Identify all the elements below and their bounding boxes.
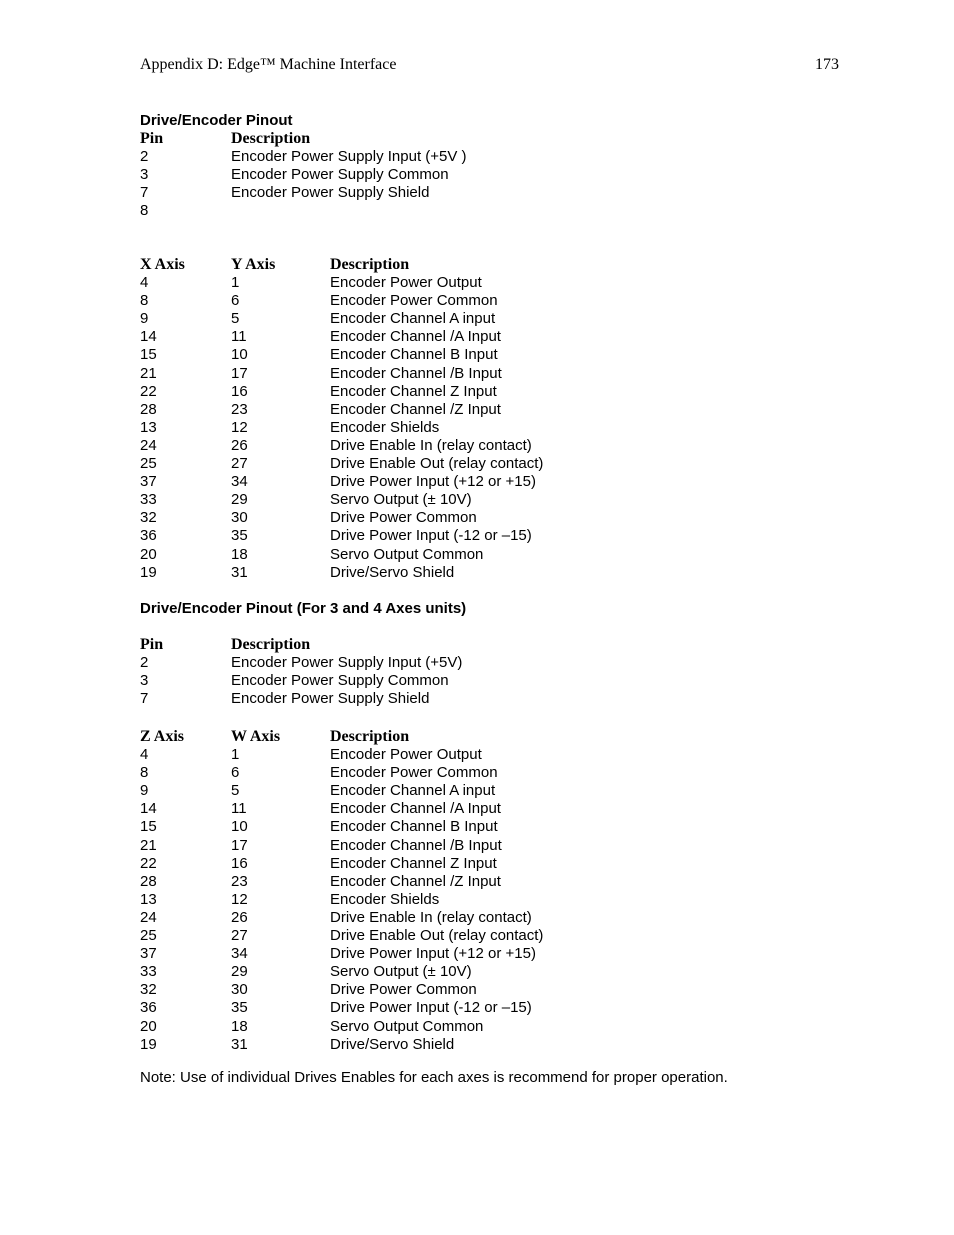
table-cell: 33 [140,491,157,509]
table-cell: 20 [140,1017,157,1035]
table-cell: 8 [140,292,149,310]
table-cell: Encoder Channel A input [330,310,496,328]
table-cell: 8 [140,202,149,220]
page-number: 173 [815,56,839,73]
table-cell: Drive Power Common [330,509,477,527]
table-cell: 4 [140,746,149,763]
table-cell: Drive/Servo Shield [330,1035,455,1053]
table-cell: Encoder Power Supply Common [231,672,449,690]
table-cell: Servo Output Common [330,1017,484,1035]
table-cell: 25 [140,455,157,472]
table-cell: Drive Power Input (-12 or –15) [330,999,532,1017]
table-cell: 26 [231,908,248,926]
table-cell: 21 [140,364,157,382]
table-cell: 32 [140,981,157,999]
section1-heading: Drive/Encoder Pinout [140,112,293,129]
table-cell: 22 [140,854,157,872]
table-cell: 2 [140,148,149,165]
table-cell: Drive Enable Out (relay contact) [330,927,544,944]
table-cell: 16 [231,382,248,400]
table-cell: 11 [231,800,247,818]
table-cell: Encoder Channel /B Input [330,364,502,382]
table-cell: 2 [140,654,149,671]
table-cell: 36 [140,999,157,1017]
table-cell: 28 [140,400,157,418]
column-header: Description [231,636,311,653]
table-cell: 6 [231,292,240,310]
table-cell: 16 [231,854,248,872]
table-cell: Drive/Servo Shield [330,563,455,581]
table-cell: 34 [231,945,248,963]
table-cell: 9 [140,310,149,328]
table-cell: 4 [140,274,149,291]
table-cell: 33 [140,963,157,981]
table-cell: 15 [140,346,157,364]
footnote: Note: Use of individual Drives Enables for each axes is recommend for proper operation. [140,1069,728,1086]
table-cell: Encoder Channel /Z Input [330,872,501,890]
table-cell: Encoder Channel Z Input [330,854,497,872]
table-cell: 21 [140,836,157,854]
table-cell: 1 [231,274,240,291]
table-cell: 35 [231,999,248,1017]
table-cell: 5 [231,310,240,328]
table-cell: 32 [140,509,157,527]
table-cell: 23 [231,872,248,890]
table-cell: 29 [231,963,248,981]
table-cell: 34 [231,473,248,491]
table-cell: 9 [140,782,149,800]
table-cell: 11 [231,328,247,346]
table-cell: Drive Power Common [330,981,477,999]
table-cell: 19 [140,1035,157,1053]
table-cell: Encoder Channel /A Input [330,800,501,818]
column-header: Y Axis [231,256,276,273]
table-cell: Drive Enable In (relay contact) [330,908,532,926]
table-cell: Encoder Channel /B Input [330,836,502,854]
table-cell: 24 [140,908,157,926]
table-cell: 18 [231,1017,248,1035]
column-header: X Axis [140,256,185,273]
table-cell: 29 [231,491,248,509]
table-cell: 12 [231,890,248,908]
table-cell: Servo Output (± 10V) [330,963,472,981]
table-cell: 31 [231,563,248,581]
table-cell: 36 [140,527,157,545]
table-cell: 13 [140,890,157,908]
table-cell: 35 [231,527,248,545]
table-cell: Encoder Power Supply Common [231,166,449,184]
table-cell: 15 [140,818,157,836]
header-title: Appendix D: Edge™ Machine Interface [140,56,397,73]
table-cell: Encoder Shields [330,418,440,436]
table-cell: 17 [231,836,248,854]
table-cell: Encoder Power Output [330,274,482,291]
table-cell: 14 [140,328,157,346]
table-cell: 12 [231,418,248,436]
column-header: Pin [140,636,164,653]
table-cell: Encoder Channel B Input [330,818,498,836]
table-cell: Encoder Power Supply Shield [231,690,430,708]
table-cell: 3 [140,672,149,690]
table-cell: 6 [231,764,240,782]
table-cell: 22 [140,382,157,400]
table-cell: 31 [231,1035,248,1053]
table-cell: 10 [231,818,248,836]
table-cell: 5 [231,782,240,800]
table-cell: Drive Power Input (+12 or +15) [330,945,536,963]
table-cell: Encoder Channel /Z Input [330,400,501,418]
table-cell: 13 [140,418,157,436]
column-header: W Axis [231,728,281,745]
table-cell: Encoder Power Supply Input (+5V ) [231,148,467,165]
table-cell: 18 [231,545,248,563]
table-cell: Servo Output (± 10V) [330,491,472,509]
column-header: Pin [140,130,164,147]
column-header: Description [330,728,410,745]
table-cell: 24 [140,436,157,454]
table-cell: 28 [140,872,157,890]
table-cell: Drive Power Input (+12 or +15) [330,473,536,491]
table-cell: 26 [231,436,248,454]
table-cell: 30 [231,981,248,999]
table-cell: 25 [140,927,157,944]
table-cell: Drive Enable Out (relay contact) [330,455,544,472]
table-cell: 23 [231,400,248,418]
table-cell: 1 [231,746,240,763]
table-cell: 17 [231,364,248,382]
table-cell: 10 [231,346,248,364]
table-cell: Encoder Power Common [330,292,498,310]
table-cell: Encoder Shields [330,890,440,908]
section2-heading: Drive/Encoder Pinout (For 3 and 4 Axes units) [140,600,467,617]
table-cell: Encoder Power Output [330,746,482,763]
table-cell: Encoder Channel Z Input [330,382,497,400]
table-cell: 20 [140,545,157,563]
table-cell: 7 [140,184,149,202]
table-cell: 37 [140,945,157,963]
table-cell: Drive Enable In (relay contact) [330,436,532,454]
table-cell: 30 [231,509,248,527]
table-cell: Drive Power Input (-12 or –15) [330,527,532,545]
table-cell: Servo Output Common [330,545,484,563]
table-cell: 27 [231,455,248,472]
table-cell: Encoder Channel /A Input [330,328,501,346]
table-cell: 7 [140,690,149,708]
table-cell: 14 [140,800,157,818]
table-cell: 3 [140,166,149,184]
table-cell: Encoder Channel A input [330,782,496,800]
column-header: Description [330,256,410,273]
table-cell: 37 [140,473,157,491]
table-cell: Encoder Power Common [330,764,498,782]
table-cell: Encoder Power Supply Shield [231,184,430,202]
table-cell: Encoder Channel B Input [330,346,498,364]
column-header: Description [231,130,311,147]
table-cell: 27 [231,927,248,944]
table-cell: 19 [140,563,157,581]
table-cell: 8 [140,764,149,782]
table-cell: Encoder Power Supply Input (+5V) [231,654,463,671]
column-header: Z Axis [140,728,185,745]
